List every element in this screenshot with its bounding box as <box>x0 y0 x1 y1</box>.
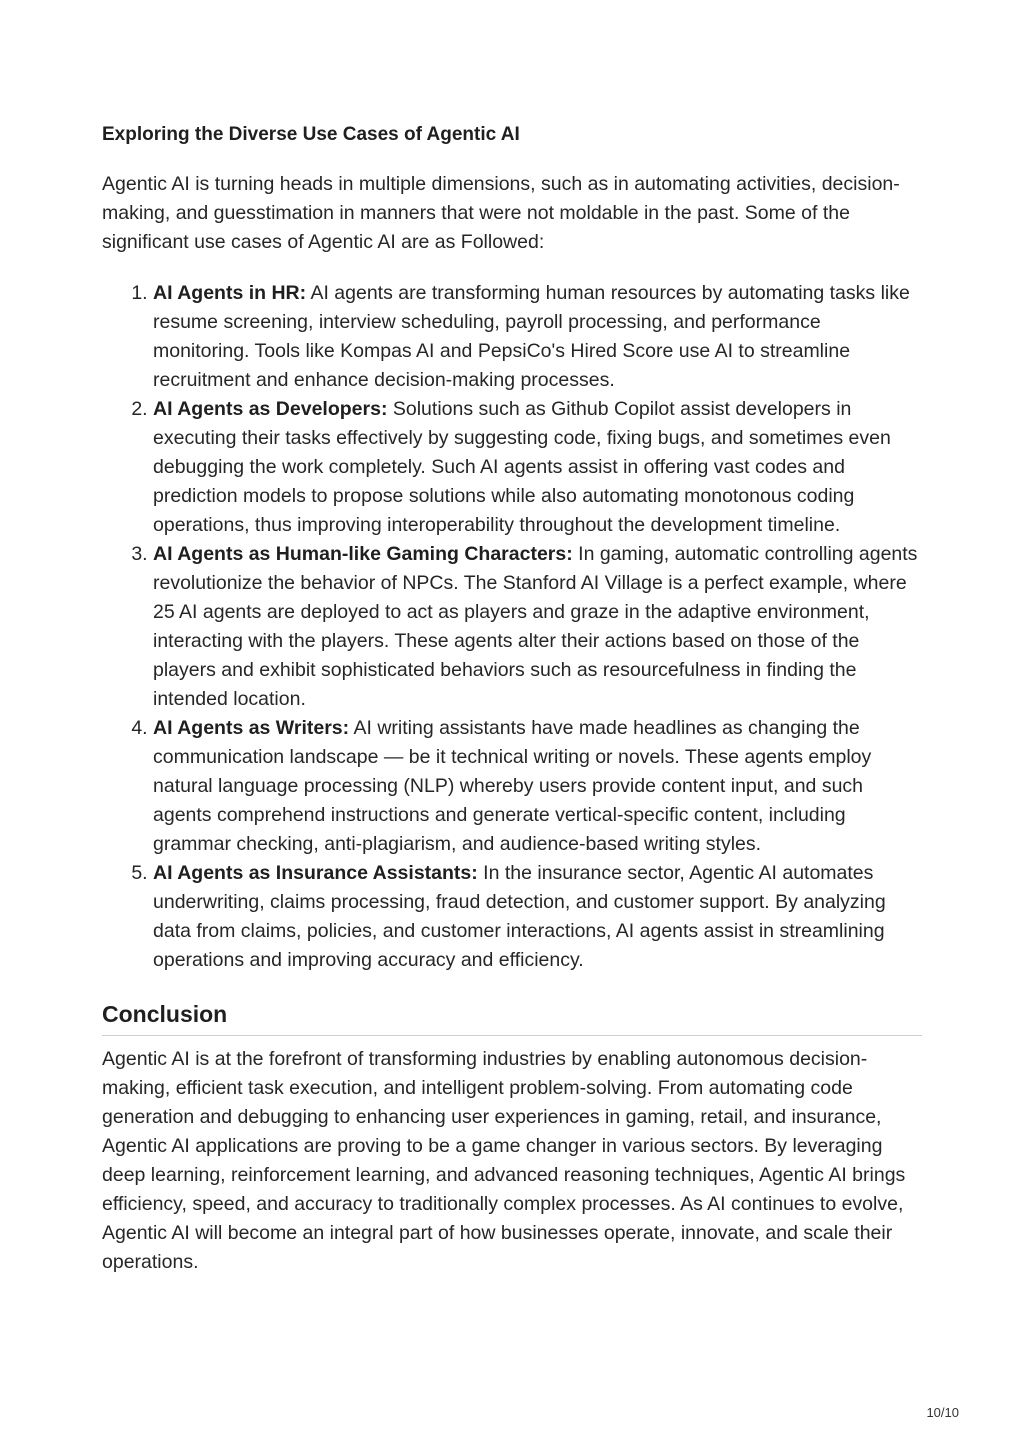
list-item-text: In the insurance sector, Agentic AI automates underwriting, claims processing, fraud detection, and customer support. By analyzing data from claims, policies, and customer interactions, AI agents assist in streamlining operations and improving accuracy and efficiency. <box>153 862 886 971</box>
list-item <box>153 540 922 714</box>
list-item-title: AI Agents as Developers: <box>153 398 388 420</box>
intro-paragraph: Agentic AI is turning heads in multiple dimensions, such as in automating activities, decision-making, and guesstimation in manners that were not moldable in the past. Some of the significant use cases of Agentic AI are as Followed: <box>102 173 900 253</box>
list-item-text: AI writing assistants have made headlines as changing the communication landscape — be it technical writing or novels. These agents employ natural language processing (NLP) whereby users provide content input, and such agents comprehend instructions and generate vertical-specific content, including grammar checking, anti-plagiarism, and audience-based writing styles. <box>153 717 872 855</box>
list-item-title: AI Agents in HR: <box>153 282 307 304</box>
list-item <box>153 395 922 540</box>
list-item-title: AI Agents as Human-like Gaming Characters: <box>153 543 573 565</box>
list-item-title: AI Agents as Writers: <box>153 717 350 739</box>
list-item <box>153 279 922 395</box>
document-content <box>102 118 922 1277</box>
list-item-title: AI Agents as Insurance Assistants: <box>153 862 478 884</box>
list-item-text: AI agents are transforming human resources by automating tasks like resume screening, interview scheduling, payroll processing, and performance monitoring. Tools like Kompas AI and PepsiCo's Hired Score use AI to streamline recruitment and enhance decision-making processes. <box>153 282 910 391</box>
list-item <box>153 714 922 859</box>
list-item-text: In gaming, automatic controlling agents revolutionize the behavior of NPCs. The Stanford AI Village is a perfect example, where 25 AI agents are deployed to act as players and graze in the adaptive environment, interacting with the players. These agents alter their actions based on those of the players and exhibit sophisticated behaviors such as resourcefulness in finding the intended location. <box>153 543 918 710</box>
section-title: Exploring the Diverse Use Cases of Agentic AI <box>102 124 520 145</box>
page-number: 10/10 <box>926 1405 959 1420</box>
list-item-text: Solutions such as Github Copilot assist developers in executing their tasks effectively by suggesting code, fixing bugs, and sometimes even debugging the work completely. Such AI agents assist in offering vast codes and prediction models to propose solutions while also automating monotonous coding operations, thus improving interoperability throughout the development timeline. <box>153 398 891 536</box>
conclusion-heading: Conclusion <box>102 999 922 1036</box>
use-cases-list <box>102 279 922 975</box>
list-item <box>153 859 922 975</box>
conclusion-paragraph: Agentic AI is at the forefront of transforming industries by enabling autonomous decision-making, efficient task execution, and intelligent problem-solving. From automating code generation and debugging to enhancing user experiences in gaming, retail, and insurance, Agentic AI applications are proving to be a game changer in various sectors. By leveraging deep learning, reinforcement learning, and advanced reasoning techniques, Agentic AI brings efficiency, speed, and accuracy to traditionally complex processes. As AI continues to evolve, Agentic AI will become an integral part of how businesses operate, innovate, and scale their operations. <box>102 1048 906 1273</box>
